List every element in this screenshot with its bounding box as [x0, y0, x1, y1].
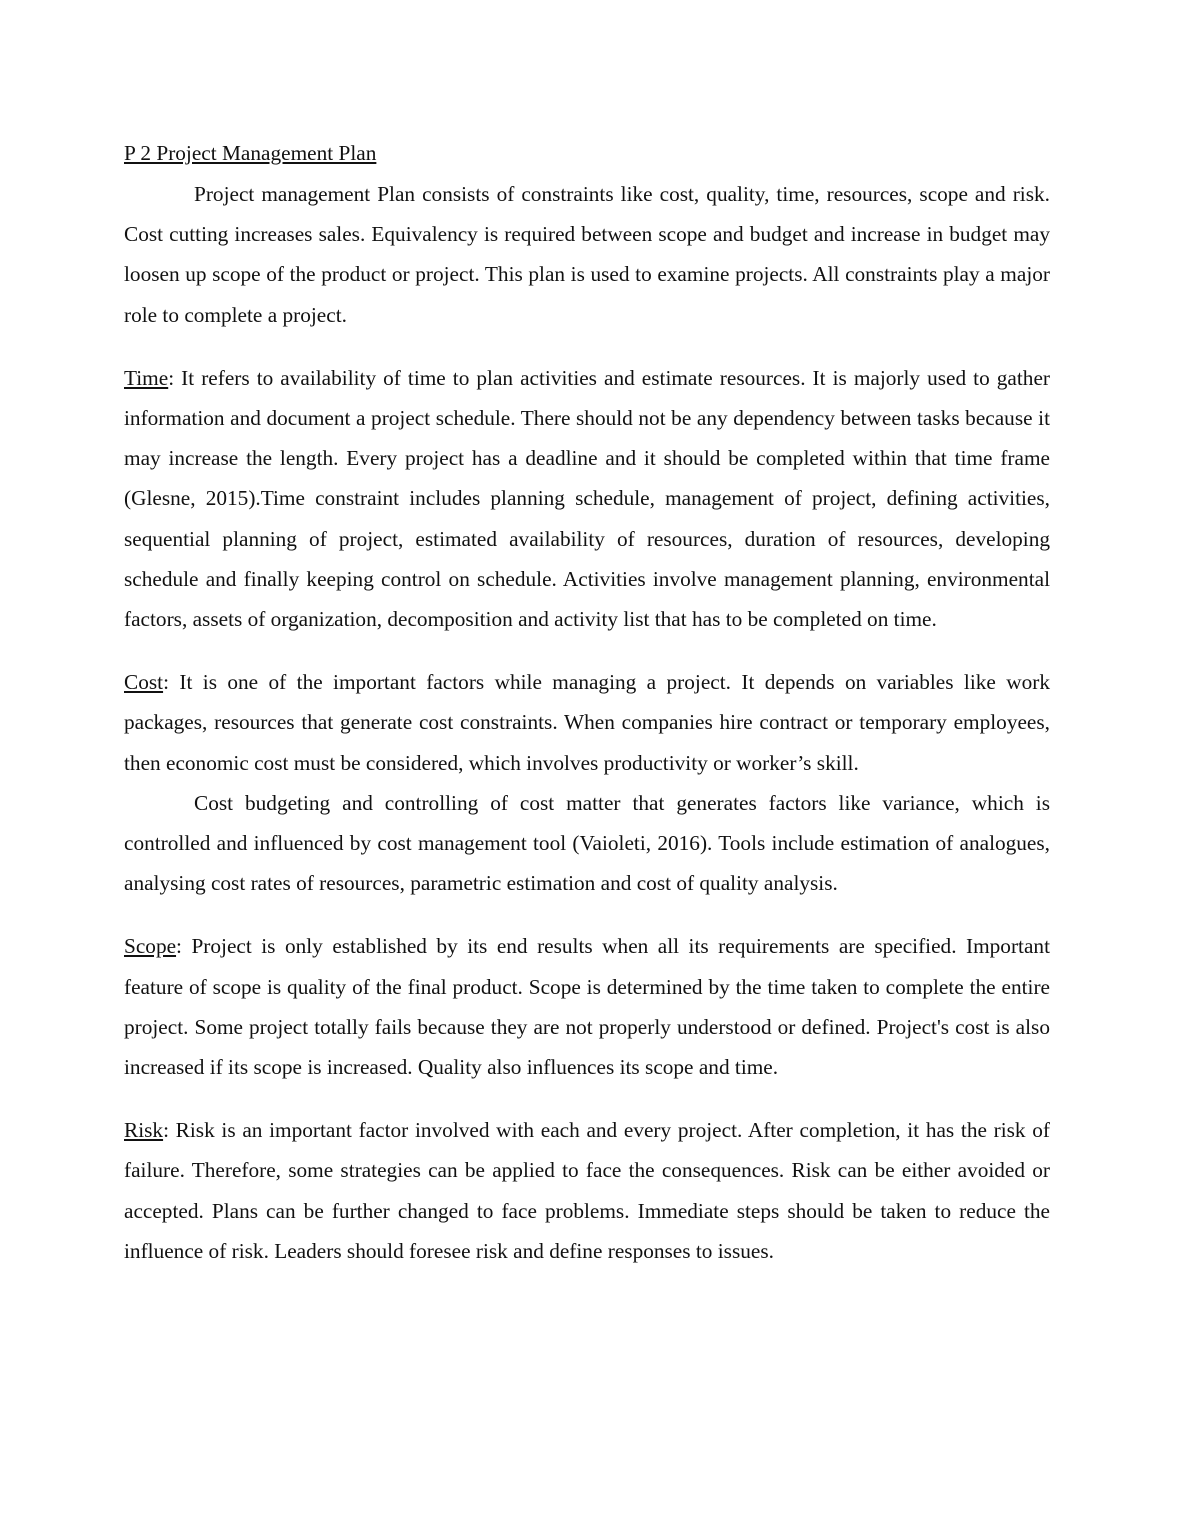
risk-paragraph: [124, 1110, 1050, 1271]
intro-paragraph: Project management Plan consists of constraints like cost, quality, time, resources, scope and risk. Cost cutting increases sales. Equivalency is required between scope and budget and increase in budget may loosen up scope of the product or project. This plan is used to examine projects. All constraints play a major role to complete a project.: [124, 182, 1050, 327]
time-term: Time: [124, 365, 169, 390]
risk-text: : Risk is an important factor involved with each and every project. After completion, it has the risk of failure. Therefore, some strategies can be applied to face the consequences. Risk can be either avoided or accepted. Plans can be further changed to face problems. Immediate steps should be taken to reduce the influence of risk. Leaders should foresee risk and define responses to issues.: [124, 1118, 1050, 1263]
time-text: : It refers to availability of time to plan activities and estimate resources. It is majorly used to gather information and document a project schedule. There should not be any dependency between tasks because it may increase the length. Every project has a deadline and it should be completed within that time frame (Glesne, 2015).Time constraint includes planning schedule, management of project, defining activities, sequential planning of project, estimated availability of resources, duration of resources, developing schedule and finally keeping control on schedule. Activities involve management planning, environmental factors, assets of organization, decomposition and activity list that has to be completed on time.: [124, 365, 1050, 632]
scope-text: : Project is only established by its end results when all its requirements are specified. Important feature of scope is quality of the final product. Scope is determined by the time taken to complete the entire project. Some project totally fails because they are not properly understood or defined. Project's cost is also increased if its scope is increased. Quality also influences its scope and time.: [124, 934, 1050, 1080]
page-title: P 2 Project Management Plan: [124, 141, 377, 165]
scope-term: Scope: [124, 934, 177, 959]
risk-term: Risk: [124, 1118, 164, 1143]
cost-text: : It is one of the important factors while managing a project. It depends on variables like work packages, resources that generate cost constraints. When companies hire contract or temporary employees, then economic cost must be considered, which involves productivity or worker’s skill.: [124, 670, 1050, 775]
cost-paragraph: [124, 662, 1050, 783]
cost-term: Cost: [124, 670, 164, 695]
scope-paragraph: [124, 926, 1050, 1087]
time-paragraph: [124, 358, 1050, 639]
cost-paragraph-continued: Cost budgeting and controlling of cost matter that generates factors like variance, which is controlled and influenced by cost management tool (Vaioleti, 2016). Tools include estimation of analogues, analysing cost rates of resources, parametric estimation and cost of quality analysis.: [124, 790, 1050, 896]
document-page: [124, 138, 1050, 1271]
